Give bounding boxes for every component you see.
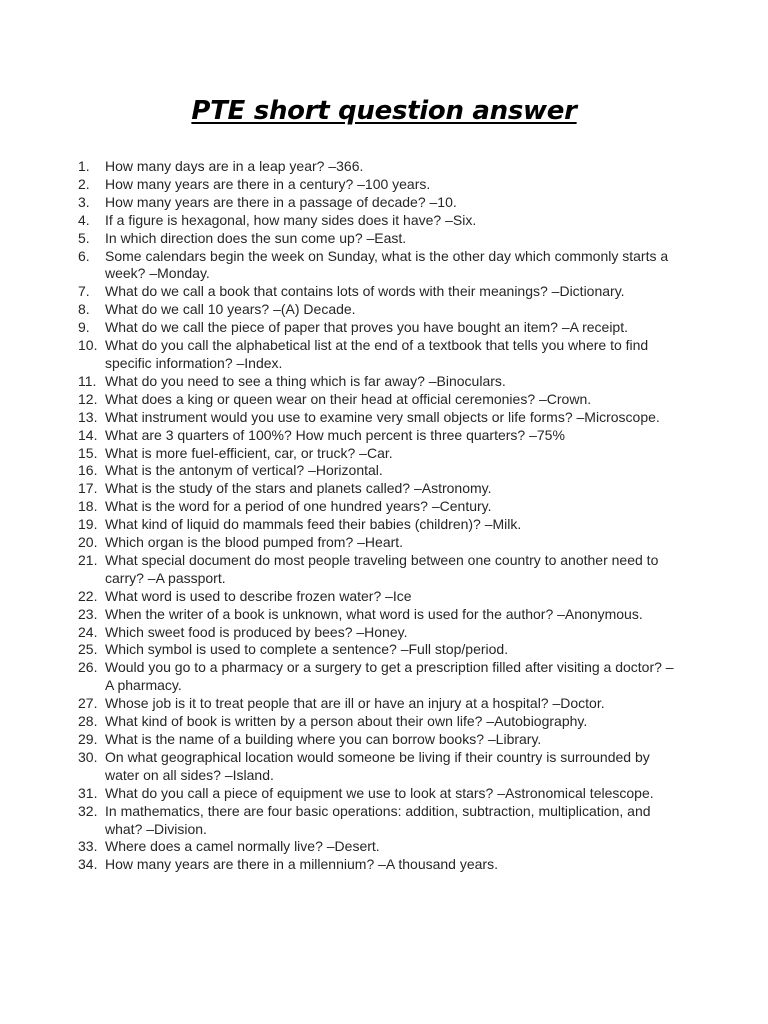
list-item-number: 31.: [78, 784, 98, 801]
list-item-number: 17.: [78, 480, 98, 497]
list-item: [78, 838, 678, 856]
list-item-number: 30.: [78, 748, 98, 765]
list-item-text: What do you call a piece of equipment we use to look at stars? –Astronomical telescope.: [105, 784, 654, 801]
list-item: [78, 480, 678, 498]
list-item-text: Where does a camel normally live? –Desert.: [105, 838, 380, 855]
list-item-text: Which sweet food is produced by bees? –Honey.: [105, 623, 408, 640]
list-item-number: 12.: [78, 390, 98, 407]
list-item-text: What do we call 10 years? –(A) Decade.: [105, 301, 356, 318]
list-item-text: What word is used to describe frozen water? –Ice: [105, 587, 412, 604]
list-item-number: 23.: [78, 605, 98, 622]
list-item: [78, 194, 678, 212]
list-item-text: In mathematics, there are four basic operations: addition, subtraction, multiplication, and what? –Division.: [105, 802, 651, 837]
list-item: [78, 803, 678, 839]
list-item-number: 4.: [78, 211, 90, 228]
list-item-text: What kind of book is written by a person about their own life? –Autobiography.: [105, 713, 588, 730]
list-item-text: How many years are there in a passage of decade? –10.: [105, 193, 457, 210]
list-item: [78, 462, 678, 480]
list-item-number: 32.: [78, 802, 98, 819]
list-item-text: What is the study of the stars and planets called? –Astronomy.: [105, 480, 492, 497]
list-item-number: 24.: [78, 623, 98, 640]
list-item: [78, 552, 678, 588]
list-item-number: 10.: [78, 337, 98, 354]
list-item-text: What do you need to see a thing which is far away? –Binoculars.: [105, 372, 506, 389]
list-item: [78, 445, 678, 463]
list-item-number: 18.: [78, 498, 98, 515]
list-item-number: 25.: [78, 641, 98, 658]
list-item: [78, 606, 678, 624]
list-item-number: 33.: [78, 838, 98, 855]
list-item-text: What is the name of a building where you can borrow books? –Library.: [105, 731, 542, 747]
list-item: [78, 695, 678, 713]
list-item: [78, 624, 678, 642]
list-item: [78, 785, 678, 803]
list-item-text: What is the antonym of vertical? –Horizontal.: [105, 462, 383, 479]
list-item-number: 22.: [78, 587, 98, 604]
list-item: [78, 212, 678, 230]
document-title: PTE short question answer: [191, 96, 577, 126]
list-item-text: What kind of liquid do mammals feed their babies (children)? –Milk.: [105, 516, 522, 533]
list-item-text: What do we call the piece of paper that proves you have bought an item? –A receipt.: [105, 319, 628, 336]
list-item: [78, 588, 678, 606]
list-item-number: 19.: [78, 516, 98, 533]
list-item-text: What are 3 quarters of 100%? How much percent is three quarters? –75%: [105, 426, 565, 443]
list-item-number: 3.: [78, 193, 90, 210]
list-item-text: What special document do most people traveling between one country to another need to carry? –A passport.: [105, 551, 659, 586]
list-item-text: How many years are there in a millennium? –A thousand years.: [105, 856, 498, 873]
list-item-text: How many days are in a leap year? –366.: [105, 158, 364, 174]
list-item-number: 11.: [78, 372, 97, 389]
list-item-number: 27.: [78, 695, 98, 712]
list-item-number: 9.: [78, 319, 90, 336]
list-item: [78, 158, 678, 176]
list-item-number: 34.: [78, 856, 98, 873]
list-item-number: 15.: [78, 444, 98, 461]
list-item-number: 21.: [78, 551, 98, 568]
list-item-text: What instrument would you use to examine very small objects or life forms? –Microscope.: [105, 408, 660, 425]
question-list: [78, 158, 678, 874]
list-item-number: 13.: [78, 408, 98, 425]
list-item: [78, 230, 678, 248]
list-item: [78, 641, 678, 659]
list-item: [78, 749, 678, 785]
list-item-text: What is more fuel-efficient, car, or truck? –Car.: [105, 444, 393, 461]
list-item-text: Which symbol is used to complete a sentence? –Full stop/period.: [105, 641, 509, 658]
list-item-number: 26.: [78, 659, 98, 676]
list-item-text: What do you call the alphabetical list at the end of a textbook that tells you where to find specific information? –Index.: [105, 337, 649, 371]
list-item-number: 6.: [78, 247, 90, 264]
list-item-text: How many years are there in a century? –100 years.: [105, 175, 431, 192]
list-item: [78, 248, 678, 284]
list-item-number: 7.: [78, 283, 90, 300]
list-item: [78, 516, 678, 534]
list-item-number: 28.: [78, 713, 98, 730]
list-item-text: If a figure is hexagonal, how many sides does it have? –Six.: [105, 211, 477, 228]
list-item: [78, 337, 678, 373]
list-item: [78, 373, 678, 391]
list-item-text: Which organ is the blood pumped from? –Heart.: [105, 534, 404, 551]
list-item: [78, 731, 678, 749]
list-item-number: 14.: [78, 426, 98, 443]
list-item: [78, 713, 678, 731]
list-item: [78, 301, 678, 319]
list-item: [78, 534, 678, 552]
list-item-number: 20.: [78, 534, 98, 551]
list-item-text: When the writer of a book is unknown, what word is used for the author? –Anonymous.: [105, 605, 643, 622]
list-item-text: What is the word for a period of one hundred years? –Century.: [105, 498, 492, 515]
list-item: [78, 659, 678, 695]
list-item: [78, 856, 678, 874]
list-item: [78, 176, 678, 194]
list-item: [78, 391, 678, 409]
list-item-number: 16.: [78, 462, 98, 479]
list-item-text: Whose job is it to treat people that are ill or have an injury at a hospital? –Doctor.: [105, 695, 605, 712]
list-item-number: 1.: [78, 158, 90, 174]
list-item: [78, 319, 678, 337]
list-item-text: Some calendars begin the week on Sunday, what is the other day which commonly starts a week? –Monday.: [105, 247, 669, 282]
list-item-number: 2.: [78, 175, 90, 192]
list-item-text: What do we call a book that contains lots of words with their meanings? –Dictionary.: [105, 283, 625, 300]
list-item: [78, 427, 678, 445]
list-item-text: What does a king or queen wear on their head at official ceremonies? –Crown.: [105, 390, 592, 407]
list-item-number: 29.: [78, 731, 98, 747]
list-item: [78, 409, 678, 427]
list-item-number: 5.: [78, 229, 90, 246]
list-item-number: 8.: [78, 301, 90, 318]
list-item: [78, 498, 678, 516]
list-item-text: In which direction does the sun come up? –East.: [105, 229, 407, 246]
list-item: [78, 283, 678, 301]
list-item-text: On what geographical location would someone be living if their country is surrounded by water on all sides? –Island.: [105, 748, 650, 783]
list-item-text: Would you go to a pharmacy or a surgery to get a prescription filled after visiting a doctor? –A pharmacy.: [105, 659, 674, 694]
